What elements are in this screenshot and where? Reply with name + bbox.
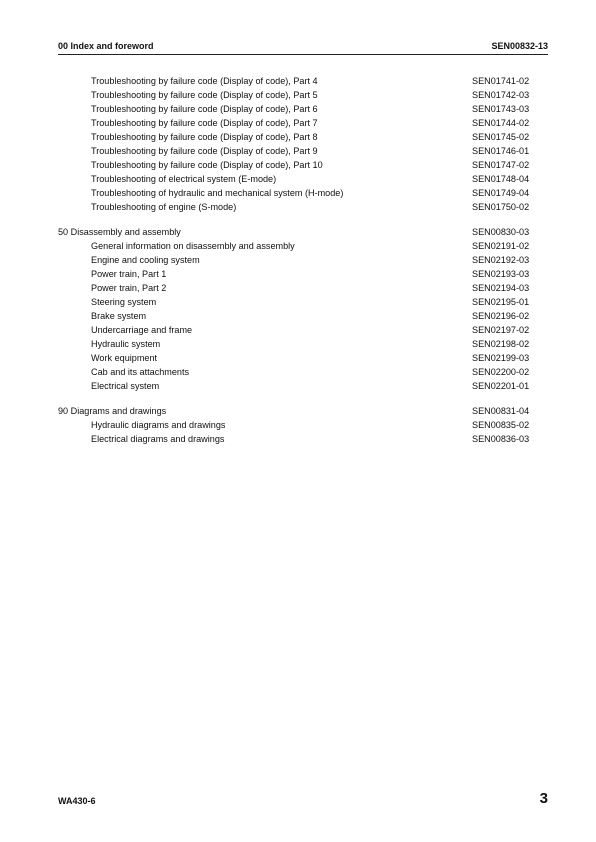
toc-item-row (58, 337, 548, 351)
toc-item-row (58, 309, 548, 323)
toc-section-title: 90 Diagrams and drawings (58, 406, 167, 416)
header-divider (58, 54, 548, 55)
toc-document-code: SEN00831-04 (472, 406, 530, 416)
toc-document-code: SEN02191-02 (472, 241, 530, 251)
toc-item-title: Brake system (91, 311, 147, 321)
toc-item-title: Troubleshooting by failure code (Display of code), Part 10 (91, 160, 323, 170)
toc-item-row (58, 130, 548, 144)
toc-document-code: SEN01749-04 (472, 188, 530, 198)
toc-item-title: Troubleshooting by failure code (Display of code), Part 9 (91, 146, 318, 156)
toc-document-code: SEN01742-03 (472, 90, 530, 100)
toc-document-code: SEN02201-01 (472, 381, 530, 391)
page-number: 3 (539, 790, 548, 807)
toc-item-title: Steering system (91, 297, 157, 307)
toc-item-row (58, 74, 548, 88)
toc-document-code: SEN02192-03 (472, 255, 530, 265)
toc-document-code: SEN00836-03 (472, 434, 530, 444)
toc-item-title: Troubleshooting by failure code (Display of code), Part 8 (91, 132, 318, 142)
toc-item-row (58, 295, 548, 309)
toc-item-row (58, 253, 548, 267)
toc-item-title: Undercarriage and frame (91, 325, 193, 335)
toc-section-title: 50 Disassembly and assembly (58, 227, 181, 237)
toc-item-title: Troubleshooting by failure code (Display of code), Part 6 (91, 104, 318, 114)
toc-item-title: Electrical diagrams and drawings (91, 434, 225, 444)
toc-document-code: SEN01745-02 (472, 132, 530, 142)
toc-item-row (58, 186, 548, 200)
toc-document-code: SEN02198-02 (472, 339, 530, 349)
toc-item-title: Troubleshooting by failure code (Display of code), Part 4 (91, 76, 318, 86)
toc-item-title: Hydraulic diagrams and drawings (91, 420, 226, 430)
toc-item-title: Power train, Part 2 (91, 283, 167, 293)
toc-document-code: SEN02193-03 (472, 269, 530, 279)
toc-item-title: Engine and cooling system (91, 255, 200, 265)
toc-item-row (58, 432, 548, 446)
toc-item-title: Troubleshooting of hydraulic and mechanical system (H-mode) (91, 188, 344, 198)
toc-item-title: Troubleshooting by failure code (Display of code), Part 5 (91, 90, 318, 100)
toc-document-code: SEN02196-02 (472, 311, 530, 321)
toc-item-title: Electrical system (91, 381, 160, 391)
toc-document-code: SEN00835-02 (472, 420, 530, 430)
toc-document-code: SEN01744-02 (472, 118, 530, 128)
toc-item-title: Troubleshooting by failure code (Display of code), Part 7 (91, 118, 318, 128)
toc-document-code: SEN01747-02 (472, 160, 530, 170)
header-document-code: SEN00832-13 (491, 41, 548, 51)
toc-item-row (58, 200, 548, 214)
toc-document-code: SEN02194-03 (472, 283, 530, 293)
toc-item-row (58, 116, 548, 130)
toc-item-row (58, 172, 548, 186)
toc-item-row (58, 281, 548, 295)
toc-document-code: SEN02200-02 (472, 367, 530, 377)
toc-document-code: SEN02199-03 (472, 353, 530, 363)
toc-item-row (58, 365, 548, 379)
page-header (58, 39, 548, 53)
toc-document-code: SEN01748-04 (472, 174, 530, 184)
table-of-contents (58, 74, 548, 446)
toc-item-title: General information on disassembly and assembly (91, 241, 295, 251)
toc-item-row (58, 267, 548, 281)
toc-item-row (58, 102, 548, 116)
toc-item-title: Cab and its attachments (91, 367, 190, 377)
toc-item-row (58, 158, 548, 172)
toc-document-code: SEN01750-02 (472, 202, 530, 212)
toc-document-code: SEN02195-01 (472, 297, 530, 307)
toc-item-title: Hydraulic system (91, 339, 161, 349)
toc-item-row (58, 379, 548, 393)
toc-document-code: SEN01743-03 (472, 104, 530, 114)
toc-item-title: Power train, Part 1 (91, 269, 167, 279)
toc-item-row (58, 239, 548, 253)
toc-item-title: Troubleshooting of engine (S-mode) (91, 202, 237, 212)
toc-item-row (58, 144, 548, 158)
toc-item-title: Work equipment (91, 353, 158, 363)
header-chapter-title: 00 Index and foreword (58, 41, 154, 51)
toc-section-row (58, 225, 548, 239)
toc-section-row (58, 404, 548, 418)
toc-item-row (58, 88, 548, 102)
toc-document-code: SEN02197-02 (472, 325, 530, 335)
toc-item-row (58, 323, 548, 337)
toc-document-code: SEN01741-02 (472, 76, 530, 86)
toc-item-title: Troubleshooting of electrical system (E-mode) (91, 174, 277, 184)
toc-document-code: SEN00830-03 (472, 227, 530, 237)
toc-item-row (58, 351, 548, 365)
toc-document-code: SEN01746-01 (472, 146, 530, 156)
toc-item-row (58, 418, 548, 432)
footer-model-number: WA430-6 (58, 796, 96, 806)
